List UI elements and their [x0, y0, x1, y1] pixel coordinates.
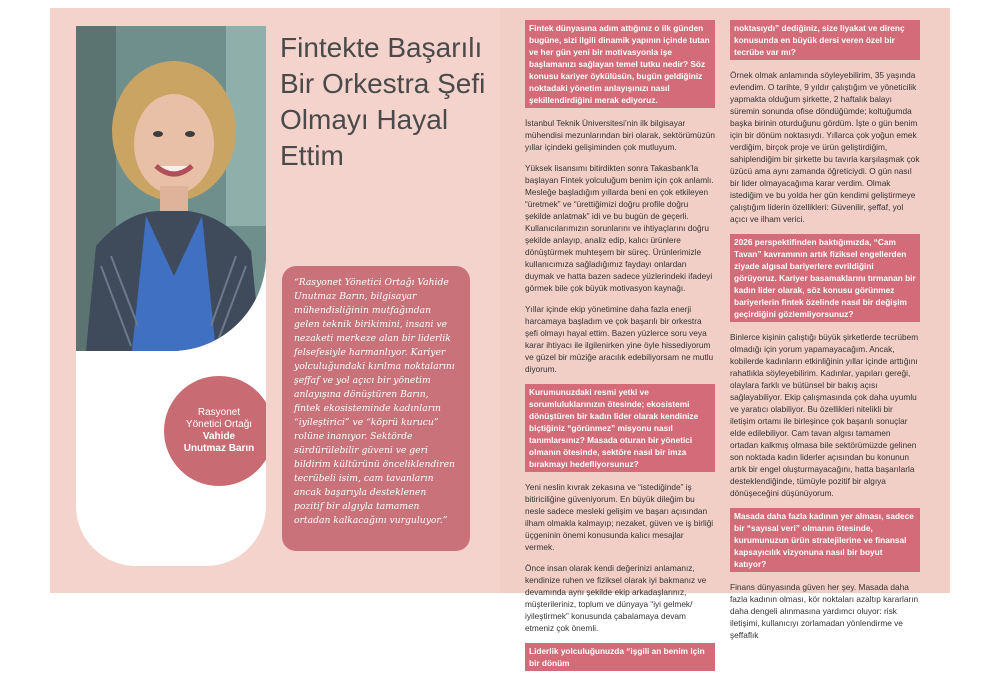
- portrait-photo: [76, 26, 266, 351]
- interview-answer: İstanbul Teknik Üniversitesi’nin ilk bilgisayar mühendisi mezunlarından biri olarak, sektörümüzün yıllar içindeki gelişiminden çok mutluyum.: [525, 118, 716, 152]
- profile-name-line2: Unutmaz Barın: [183, 443, 255, 454]
- interview-answer: Önce insan olarak kendi değerinizi anlamanız, kendinize ruhen ve fiziksel olarak iyi bakmanız ve devamında aynı şekilde ekip arkadaşlarınız, müşterileriniz, toplum ve dünyaya “iyi gelmek/ iyileştirmek” konusunda çabalamaya devam etmeniz çok önemli.: [525, 563, 707, 633]
- text-column-1: [525, 20, 715, 680]
- interview-question: Kurumunuzdaki resmi yetki ve sorumluluklarınızın ötesinde; ekosistemi dönüştüren bir kadın lider olarak kendinize biçtiğiniz “görünmez” misyonu nasıl tanımlarsınız? Masada oturan bir yönetici olmanın ötesinde, sektöre nasıl bir imza bırakmayı hedefliyorsunuz?: [525, 384, 715, 472]
- interview-answer: Örnek olmak anlamında söyleyebilirim, 35 yaşında evlendim. O tarihte, 9 yıldır çalıştığım ve yöneticilik yapmakta olduğum şirkette, 2 haftalık balayı süremin sonunda ofise döndüğümde; koltuğumda başka birinin oturduğunu gördüm. İşte o gün benim için bir dönüm noktasıydı. Yıllarca çok yoğun emek verdiğim, birçok proje ve ürün geliştirdiğim, sahiplendiğim bir şirkette bu tavırla karşılaşmak çok üzücü ama aynı zamanda öğreticiydi. O gün nasıl bir lider olmayacağıma karar verdim. Olmak istediğim ve bu yolda her gün kendimi geliştirmeye çalıştığım liderin özellikleri: Güvenilir, şeffaf, yol açıcı ve ilham verici.: [730, 70, 920, 224]
- left-page: [50, 8, 500, 593]
- interview-question: Liderlik yolculuğunuzda “işgili an benim için bir dönüm: [525, 643, 715, 671]
- pull-quote: “Rasyonet Yönetici Ortağı Vahide Unutmaz Barın, bilgisayar mühendisliğinin mutfağından gelen teknik birikimini, insani ve nezaketi merkeze alan bir liderlik felsefesiyle harmanlıyor. Kariyer yolculuğundaki kırılma noktalarını şeffaf ve yol açıcı bir yönetim anlayışına dönüştüren Barın, fintek ekosisteminde kadınların “iyileştirici” ve “köprü kurucu” rolüne inanıyor. Sektörde sürdürülebilir güveni ve geri bildirim kültürünü önceliklendiren tecrübeli isim, cam tavanların ancak başarıyla desteklenen pozitif bir algıyla tamamen ortadan kalkacağını vurguluyor.”: [282, 266, 470, 551]
- interview-answer: Yıllar içinde ekip yönetimine daha fazla enerji harcamaya başladım ve çok başarılı bir orkestra şefi olmayı hayal ettim. Bazen yüzlerce soru veya karar ihtiyacı ile ilgilenirken yine öyle hissediyorum ve güzel bir müziğe aracılık edebiliyorsam ne mutlu diyorum.: [525, 304, 714, 374]
- interview-question: Masada daha fazla kadının yer alması, sadece bir “sayısal veri” olmanın ötesinde, kurumunuzun ürün stratejilerine ve finansal kapsayıcılık vizyonuna nasıl bir boyut katıyor?: [730, 508, 920, 572]
- interview-question: 2026 perspektifinden baktığımızda, “Cam Tavan” kavramının artık fiziksel engellerden ziyade algısal bariyerlere evrildiğini görüyoruz. Kariyer basamaklarını tırmanan bir kadın lider olarak, söz konusu görünmez bariyerlerin fintek özelinde nasıl bir değişim geçirdiğini gözlemliyorsunuz?: [730, 234, 920, 322]
- right-page: [500, 8, 950, 668]
- interview-answer: Yüksek lisansımı bitirdikten sonra Takasbank’la başlayan Fintek yolculuğum benim için çok anlamlı. Mesleğe başladığım yıllarda beni en çok etkileyen “üretmek” ve “ürettiğimizi doğru profile doğru şekilde anlatmak” idi ve bu bugün de geçerli. Kullanıcılarımızın sorunlarını ve ihtiyaçlarını doğru şekilde anlayıp, analiz edip, kalıcı ürünlere dönüştürmek muhteşem bir süreç. Ürünlerimizle kullanıcımıza sağladığımız faydayı onlardan duymak ve hatta bazen sadece yüzlerindeki ifadeyi görmek bile çok büyük motivasyon kaynağı.: [525, 163, 714, 293]
- interview-question: Fintek dünyasına adım attığınız o ilk günden bugüne, sizi ilgili dinamik yapının içinde tutan ve her gün yeni bir motivasyonla işe başlamanızı sağlayan temel tutku nedir? Söz konusu kariyer öykülüsün, bugün geldiğiniz noktadaki yönetim anlayışınızı nasıl şekillendirdiğini merak ediyoruz.: [525, 20, 715, 108]
- article-headline: Fintekte Başarılı Bir Orkestra Şefi Olmayı Hayal Ettim: [280, 32, 486, 171]
- interview-answer: Finans dünyasında güven her şey. Masada daha fazla kadının olması, kör noktaları azaltıp kararların daha dengeli alınmasına yardımcı oluyor: risk iletişimi, kullanıcıyı zorlamadan yönlendirme ve şeffaflık: [730, 582, 919, 640]
- interview-question: noktasıydı” dediğiniz, size liyakat ve direnç konusunda en büyük dersi veren özel bir tecrübe var mı?: [730, 20, 920, 60]
- name-badge: [164, 376, 266, 486]
- profile-name-line1: Vahide: [202, 431, 236, 442]
- text-column-2: [730, 20, 920, 650]
- profile-role-line1: Rasyonet: [197, 407, 241, 418]
- interview-answer: Yeni neslin kıvrak zekasına ve “istediğinde” iş bitiriciliğine güveniyorum. En büyük dileğim bu nesle sadece mesleki gelişim ve başarı açısından ilham olmakla kalmayıp; nezaket, güven ve iş birliği üçgeninin önemi konusunda kalıcı mesajlar vermek.: [525, 482, 714, 552]
- portrait-card: [76, 26, 266, 566]
- profile-role-line2: Yönetici Ortağı: [185, 419, 253, 430]
- interview-answer: Binlerce kişinin çalıştığı büyük şirketlerde tecrübem olmadığı için yorum yapamayacağım. Ancak, kobilerde kadınların etkinliğinin yıllar içinde arttığını rahatlıkla söyleyebilirim. Kadınlar, yapıları gereği, olaylara farklı ve bütünsel bir bakış açısı sağlayabiliyor. Ekip çalışmasında çok daha uyumlu ve yaratıcı olabiliyor. Bu özellikleri nitelikli bir iletişim ortamı ile birleşince çok başarılı sonuçlar elde edilebiliyor. Cam tavan algısı tamamen ortadan kalkmış olmasa bile sektörümüzde gelinen son noktada kadın liderler açısından bu konunun artık bir engel oluşturmayacağını, hatta başarılarla desteklendiğinde, tümüyle pozitif bir algıya dönüşeceğini düşünüyorum.: [730, 332, 919, 498]
